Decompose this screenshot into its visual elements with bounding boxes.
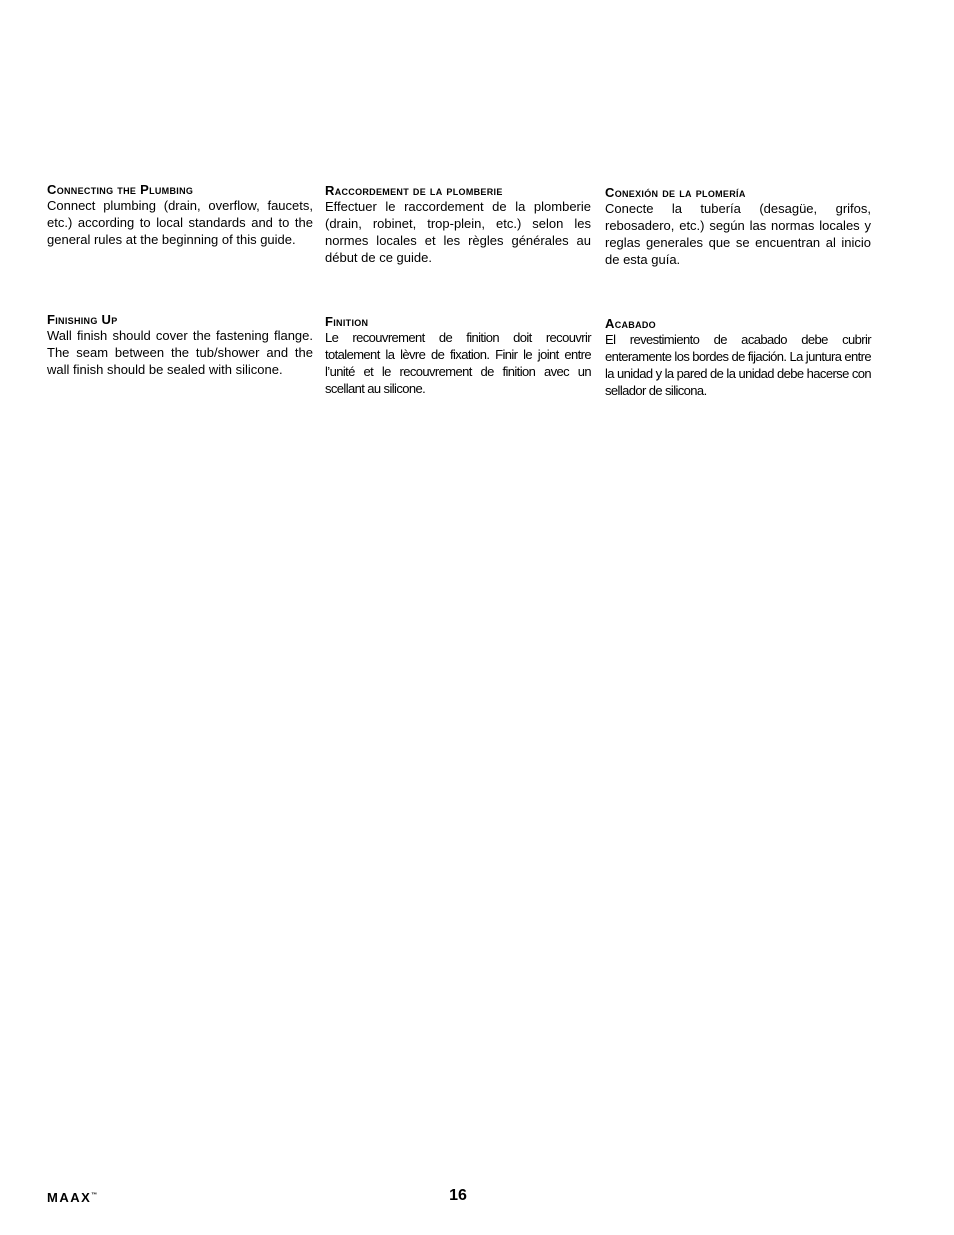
section-heading: Finition	[325, 314, 369, 329]
section-acabado-es	[605, 316, 871, 399]
page-number: 16	[449, 1187, 467, 1204]
section-heading: Finishing Up	[47, 312, 118, 327]
logo-text: MAAX	[47, 1190, 92, 1205]
section-body: Le recouvrement de finition doit recouvrir totalement la lèvre de fixation. Finir le joint entre l’unité et le recouvrement de finition avec un scellant au silicone.	[325, 330, 591, 396]
section-finition-fr	[325, 314, 591, 397]
section-heading: Conexión de la plomería	[605, 185, 746, 200]
section-conexion-plomeria-es	[605, 185, 871, 268]
section-connecting-plumbing-en	[47, 182, 313, 248]
section-finishing-up-en	[47, 312, 313, 378]
section-raccordement-plomberie-fr	[325, 183, 591, 266]
section-heading: Raccordement de la plomberie	[325, 183, 503, 198]
trademark-mark: ™	[91, 1192, 98, 1199]
section-body: Wall finish should cover the fastening flange. The seam between the tub/shower and the wall finish should be sealed with silicone.	[47, 328, 313, 377]
section-body: El revestimiento de acabado debe cubrir enteramente los bordes de fijación. La juntura entre la unidad y la pared de la unidad debe hacerse con sellador de silicona.	[605, 332, 871, 398]
section-heading: Connecting the Plumbing	[47, 182, 194, 197]
maax-logo	[47, 1190, 97, 1205]
section-body: Connect plumbing (drain, overflow, faucets, etc.) according to local standards and to the general rules at the beginning of this guide.	[47, 198, 313, 247]
section-heading: Acabado	[605, 316, 656, 331]
section-body: Conecte la tubería (desagüe, grifos, rebosadero, etc.) según las normas locales y reglas generales que se encuentran al inicio de esta guía.	[605, 201, 871, 267]
section-body: Effectuer le raccordement de la plomberie (drain, robinet, trop-plein, etc.) selon les normes locales et les règles générales au début de ce guide.	[325, 199, 591, 265]
